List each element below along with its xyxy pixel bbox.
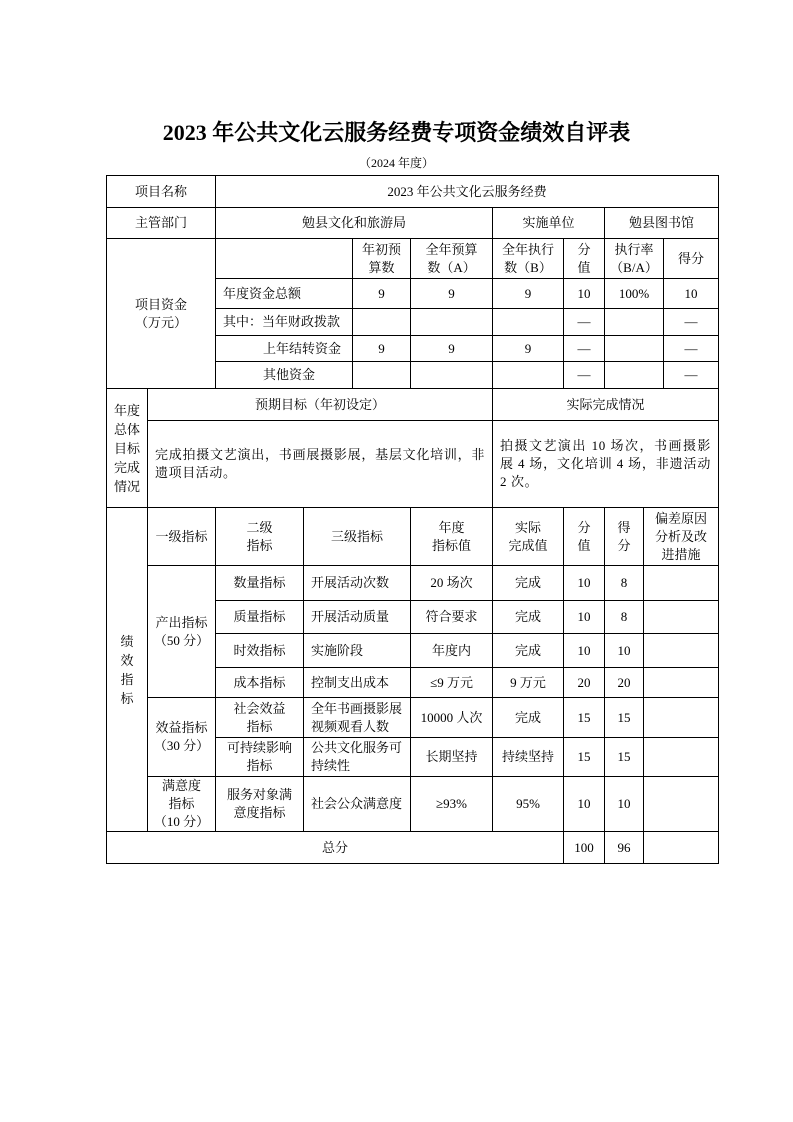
indicator-actual: 完成 <box>493 566 564 601</box>
indicator-row <box>107 698 719 738</box>
funds-score-value: 10 <box>564 279 605 309</box>
goals-actual-header: 实际完成情况 <box>493 389 719 421</box>
funds-score: — <box>664 309 719 336</box>
indicator-level3: 全年书画摄影展 视频观看人数 <box>304 698 411 738</box>
indicators-header-row <box>107 508 719 566</box>
indicator-actual: 9 万元 <box>493 668 564 698</box>
indicator-level1: 满意度 指标 （10 分） <box>148 777 216 832</box>
funds-execution-rate <box>605 336 664 362</box>
evaluation-table <box>106 175 719 864</box>
funds-header-row <box>107 239 719 279</box>
indicator-score: 8 <box>605 566 644 601</box>
indicator-deviation <box>644 566 719 601</box>
indicator-target: 年度内 <box>411 634 493 668</box>
funds-header-execution-rate: 执行率 （B/A） <box>605 239 664 279</box>
funds-initial-budget: 9 <box>353 279 411 309</box>
indicators-header-level1: 一级指标 <box>148 508 216 566</box>
funds-annual-budget: 9 <box>411 336 493 362</box>
funds-score-value: — <box>564 362 605 389</box>
goals-section-label: 年度 总体 目标 完成 情况 <box>107 389 148 508</box>
indicators-header-deviation: 偏差原因 分析及改 进措施 <box>644 508 719 566</box>
funds-initial-budget <box>353 362 411 389</box>
indicator-actual: 完成 <box>493 698 564 738</box>
indicator-level3: 公共文化服务可 持续性 <box>304 738 411 777</box>
indicator-deviation <box>644 738 719 777</box>
indicators-header-score: 得 分 <box>605 508 644 566</box>
funds-annual-executed: 9 <box>493 279 564 309</box>
funds-annual-budget <box>411 309 493 336</box>
total-score: 96 <box>605 832 644 864</box>
indicators-header-actual: 实际 完成值 <box>493 508 564 566</box>
department-value: 勉县文化和旅游局 <box>216 208 493 239</box>
indicator-target: 长期坚持 <box>411 738 493 777</box>
indicator-deviation <box>644 668 719 698</box>
indicators-section-label: 绩 效 指 标 <box>107 508 148 832</box>
indicator-level2: 服务对象满 意度指标 <box>216 777 304 832</box>
indicator-score-value: 15 <box>564 698 605 738</box>
indicator-level3: 开展活动次数 <box>304 566 411 601</box>
indicator-target: 20 场次 <box>411 566 493 601</box>
empty-cell <box>644 832 719 864</box>
funds-annual-budget <box>411 362 493 389</box>
goals-actual-text: 拍摄文艺演出 10 场次，书画摄影展 4 场，文化培训 4 场，非遗活动 2 次。 <box>493 421 719 508</box>
funds-header-score-value: 分 值 <box>564 239 605 279</box>
goals-expected-text: 完成拍摄文艺演出，书画展摄影展，基层文化培训，非遗项目活动。 <box>148 421 493 508</box>
indicator-actual: 完成 <box>493 601 564 634</box>
indicator-score: 15 <box>605 698 644 738</box>
project-name-label: 项目名称 <box>107 176 216 208</box>
goals-content-row <box>107 421 719 508</box>
funds-initial-budget <box>353 309 411 336</box>
indicator-row <box>107 777 719 832</box>
funds-annual-budget: 9 <box>411 279 493 309</box>
funds-score: 10 <box>664 279 719 309</box>
funds-header-annual-budget: 全年预算 数（A） <box>411 239 493 279</box>
project-name-row <box>107 176 719 208</box>
indicator-score-value: 10 <box>564 566 605 601</box>
indicator-score-value: 10 <box>564 601 605 634</box>
indicator-level1: 效益指标 （30 分） <box>148 698 216 777</box>
total-score-value: 100 <box>564 832 605 864</box>
indicator-level2: 数量指标 <box>216 566 304 601</box>
indicator-deviation <box>644 777 719 832</box>
indicator-level1: 产出指标 （50 分） <box>148 566 216 698</box>
indicator-score-value: 15 <box>564 738 605 777</box>
funds-row-label: 年度资金总额 <box>216 279 353 309</box>
indicators-header-level3: 三级指标 <box>304 508 411 566</box>
indicator-deviation <box>644 634 719 668</box>
funds-execution-rate <box>605 362 664 389</box>
indicator-score: 20 <box>605 668 644 698</box>
indicator-target: ≥93% <box>411 777 493 832</box>
indicators-header-target: 年度 指标值 <box>411 508 493 566</box>
indicator-score: 10 <box>605 634 644 668</box>
funds-header-score: 得分 <box>664 239 719 279</box>
project-name-value: 2023 年公共文化云服务经费 <box>216 176 719 208</box>
indicator-level2: 可持续影响 指标 <box>216 738 304 777</box>
funds-execution-rate: 100% <box>605 279 664 309</box>
total-label: 总分 <box>107 832 564 864</box>
funds-score: — <box>664 336 719 362</box>
indicator-target: 符合要求 <box>411 601 493 634</box>
funds-header-initial-budget: 年初预 算数 <box>353 239 411 279</box>
indicator-actual: 持续坚持 <box>493 738 564 777</box>
indicator-level3: 控制支出成本 <box>304 668 411 698</box>
goals-expected-header: 预期目标（年初设定） <box>148 389 493 421</box>
indicator-actual: 完成 <box>493 634 564 668</box>
indicator-target: ≤9 万元 <box>411 668 493 698</box>
indicator-row <box>107 566 719 601</box>
funds-execution-rate <box>605 309 664 336</box>
funds-row-label: 其中：当年财政拨款 <box>216 309 353 336</box>
indicator-level2: 质量指标 <box>216 601 304 634</box>
indicator-level2: 成本指标 <box>216 668 304 698</box>
funds-score-value: — <box>564 309 605 336</box>
indicator-score: 15 <box>605 738 644 777</box>
indicators-header-level2: 二级 指标 <box>216 508 304 566</box>
indicator-deviation <box>644 698 719 738</box>
indicator-actual: 95% <box>493 777 564 832</box>
funds-annual-executed: 9 <box>493 336 564 362</box>
implementer-label: 实施单位 <box>493 208 605 239</box>
indicators-header-score-value: 分 值 <box>564 508 605 566</box>
goals-header-row <box>107 389 719 421</box>
department-label: 主管部门 <box>107 208 216 239</box>
funds-header-annual-executed: 全年执行 数（B） <box>493 239 564 279</box>
indicator-level3: 社会公众满意度 <box>304 777 411 832</box>
funds-score-value: — <box>564 336 605 362</box>
indicator-level2: 社会效益 指标 <box>216 698 304 738</box>
indicator-target: 10000 人次 <box>411 698 493 738</box>
funds-row-label: 上年结转资金 <box>216 336 353 362</box>
funds-annual-executed <box>493 362 564 389</box>
funds-score: — <box>664 362 719 389</box>
total-row <box>107 832 719 864</box>
indicator-score: 8 <box>605 601 644 634</box>
empty-cell <box>216 239 353 279</box>
indicator-score-value: 10 <box>564 634 605 668</box>
indicator-level2: 时效指标 <box>216 634 304 668</box>
indicator-level3: 开展活动质量 <box>304 601 411 634</box>
indicator-score: 10 <box>605 777 644 832</box>
document-year: （2024 年度） <box>358 156 434 170</box>
funds-initial-budget: 9 <box>353 336 411 362</box>
funds-row-label: 其他资金 <box>216 362 353 389</box>
indicator-score-value: 20 <box>564 668 605 698</box>
indicator-deviation <box>644 601 719 634</box>
department-row <box>107 208 719 239</box>
indicator-level3: 实施阶段 <box>304 634 411 668</box>
indicator-score-value: 10 <box>564 777 605 832</box>
implementer-value: 勉县图书馆 <box>605 208 719 239</box>
document-title: 2023 年公共文化云服务经费专项资金绩效自评表 <box>162 120 631 145</box>
funds-section-label: 项目资金 （万元） <box>107 239 216 389</box>
funds-annual-executed <box>493 309 564 336</box>
